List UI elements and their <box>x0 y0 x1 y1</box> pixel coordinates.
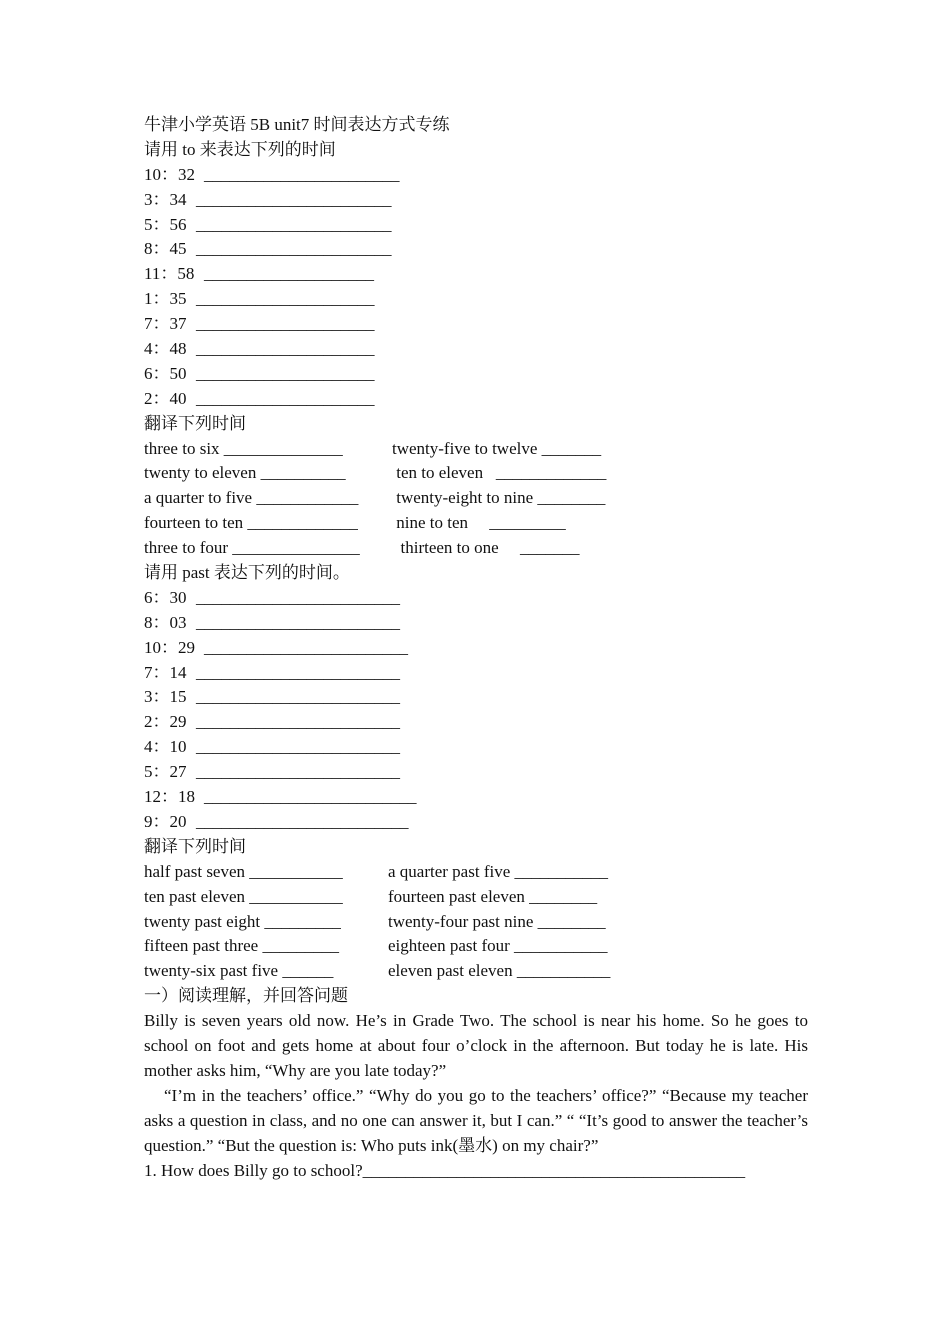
answer-blank[interactable]: ________________________ <box>196 687 400 707</box>
time-label: 10：29 <box>144 637 195 657</box>
answer-blank[interactable]: _______________________ <box>204 164 400 184</box>
answer-blank[interactable]: ________________________ <box>196 712 400 732</box>
translation-row <box>144 511 808 536</box>
translation-item-left[interactable]: a quarter to five ____________ <box>144 488 359 508</box>
reading-heading: 一）阅读理解，并回答问题 <box>144 986 348 1006</box>
exercise-row <box>144 710 808 735</box>
translation-item-left[interactable]: three to six ______________ <box>144 438 343 458</box>
answer-blank[interactable]: ________________________ <box>196 662 400 682</box>
exercise-row <box>144 337 808 362</box>
worksheet-page <box>144 113 808 1183</box>
time-label: 11：58 <box>144 264 195 284</box>
time-label: 10：32 <box>144 164 195 184</box>
translation-item-right[interactable]: thirteen to one _______ <box>392 538 580 558</box>
translation-item-left[interactable]: ten past eleven ___________ <box>144 886 343 906</box>
answer-blank[interactable]: _____________________ <box>196 388 375 408</box>
translation-item-right[interactable]: twenty-four past nine ________ <box>388 911 606 931</box>
answer-blank[interactable]: _____________________ <box>196 339 375 359</box>
time-label: 7：14 <box>144 662 187 682</box>
exercise-row <box>144 362 808 387</box>
answer-blank[interactable]: _____________________ <box>196 314 375 334</box>
translation-item-left[interactable]: fourteen to ten _____________ <box>144 513 358 533</box>
time-label: 5：27 <box>144 762 187 782</box>
translation-item-right[interactable]: ten to eleven _____________ <box>392 463 607 483</box>
exercise-row <box>144 685 808 710</box>
translation-row <box>144 437 808 462</box>
reading-paragraph-2: “I’m in the teachers’ office.” “Why do you go to the teachers’ office?” “Because my teacher asks a question in class, and no one can answer it, but I can.” “ “It’s good to answer the teacher’s question.” “But the question is: Who puts ink(墨水) on my chair?” <box>144 1085 808 1155</box>
exercise-row <box>144 188 808 213</box>
translation-row <box>144 934 808 959</box>
exercise-row <box>144 312 808 337</box>
time-label: 4：48 <box>144 339 187 359</box>
exercise-row <box>144 760 808 785</box>
time-label: 9：20 <box>144 811 187 831</box>
answer-blank[interactable]: ________________________ <box>196 762 400 782</box>
translation-row <box>144 959 808 984</box>
translation-item-left[interactable]: three to four _______________ <box>144 538 360 558</box>
answer-blank[interactable]: ________________________ <box>196 587 400 607</box>
time-label: 3：34 <box>144 189 187 209</box>
translation-item-left[interactable]: twenty to eleven __________ <box>144 463 346 483</box>
exercise-row <box>144 661 808 686</box>
answer-blank[interactable]: _________________________ <box>204 787 417 807</box>
time-label: 3：15 <box>144 687 187 707</box>
answer-blank[interactable]: _____________________ <box>196 289 375 309</box>
exercise-row <box>144 262 808 287</box>
section1-heading: 请用 to 来表达下列的时间 <box>144 139 336 159</box>
translation-row <box>144 885 808 910</box>
translation-row <box>144 536 808 561</box>
exercise-row <box>144 237 808 262</box>
time-label: 2：29 <box>144 712 187 732</box>
section4-list <box>144 860 808 984</box>
exercise-row <box>144 586 808 611</box>
time-label: 4：10 <box>144 737 187 757</box>
page-title: 牛津小学英语 5B unit7 时间表达方式专练 <box>144 115 450 134</box>
section1-list <box>144 163 808 412</box>
answer-blank[interactable]: _______________________ <box>196 189 392 209</box>
translation-item-left[interactable]: half past seven ___________ <box>144 861 343 881</box>
section2-list <box>144 437 808 561</box>
translation-row <box>144 860 808 885</box>
reading-paragraph-1: Billy is seven years old now. He’s in Grade Two. The school is near his home. So he goes to school on foot and gets home at about four o’clock in the afternoon. But today he is late. His mother asks him, “Why are you late today?” <box>144 1011 808 1080</box>
time-label: 8：45 <box>144 239 187 259</box>
translation-row <box>144 461 808 486</box>
answer-blank[interactable]: _______________________ <box>196 214 392 234</box>
exercise-row <box>144 163 808 188</box>
exercise-row <box>144 213 808 238</box>
exercise-row <box>144 287 808 312</box>
section3-heading: 请用 past 表达下列的时间。 <box>144 563 350 583</box>
exercise-row <box>144 735 808 760</box>
time-label: 6：30 <box>144 587 187 607</box>
translation-item-left[interactable]: twenty past eight _________ <box>144 911 341 931</box>
exercise-row <box>144 810 808 835</box>
time-label: 2：40 <box>144 388 187 408</box>
answer-blank[interactable]: ________________________ <box>204 637 408 657</box>
answer-blank[interactable]: _______________________ <box>196 239 392 259</box>
translation-item-left[interactable]: twenty-six past five ______ <box>144 961 334 981</box>
translation-item-right[interactable]: fourteen past eleven ________ <box>388 886 598 906</box>
exercise-row <box>144 636 808 661</box>
exercise-row <box>144 611 808 636</box>
answer-blank[interactable]: ________________________ <box>196 612 400 632</box>
answer-blank[interactable]: ____________________ <box>204 264 374 284</box>
section4-heading: 翻译下列时间 <box>144 836 246 856</box>
translation-item-left[interactable]: fifteen past three _________ <box>144 936 339 956</box>
time-label: 12：18 <box>144 787 195 807</box>
answer-blank[interactable]: _____________________ <box>196 363 375 383</box>
time-label: 8：03 <box>144 612 187 632</box>
translation-item-right[interactable]: eighteen past four ___________ <box>388 936 608 956</box>
time-label: 6：50 <box>144 363 187 383</box>
question-1: 1. How does Billy go to school?_____________________________________________ <box>144 1160 746 1180</box>
exercise-row <box>144 785 808 810</box>
translation-row <box>144 486 808 511</box>
time-label: 1：35 <box>144 289 187 309</box>
section2-heading: 翻译下列时间 <box>144 413 246 433</box>
translation-row <box>144 910 808 935</box>
translation-item-right[interactable]: twenty-five to twelve _______ <box>392 438 602 458</box>
time-label: 5：56 <box>144 214 187 234</box>
translation-item-right[interactable]: a quarter past five ___________ <box>388 861 608 881</box>
time-label: 7：37 <box>144 314 187 334</box>
exercise-row <box>144 387 808 412</box>
translation-item-right[interactable]: eleven past eleven ___________ <box>388 961 611 981</box>
answer-blank[interactable]: ________________________ <box>196 737 400 757</box>
answer-blank[interactable]: _________________________ <box>196 811 409 831</box>
translation-item-right[interactable]: nine to ten _________ <box>392 513 566 533</box>
translation-item-right[interactable]: twenty-eight to nine ________ <box>392 488 606 508</box>
section3-list <box>144 586 808 835</box>
